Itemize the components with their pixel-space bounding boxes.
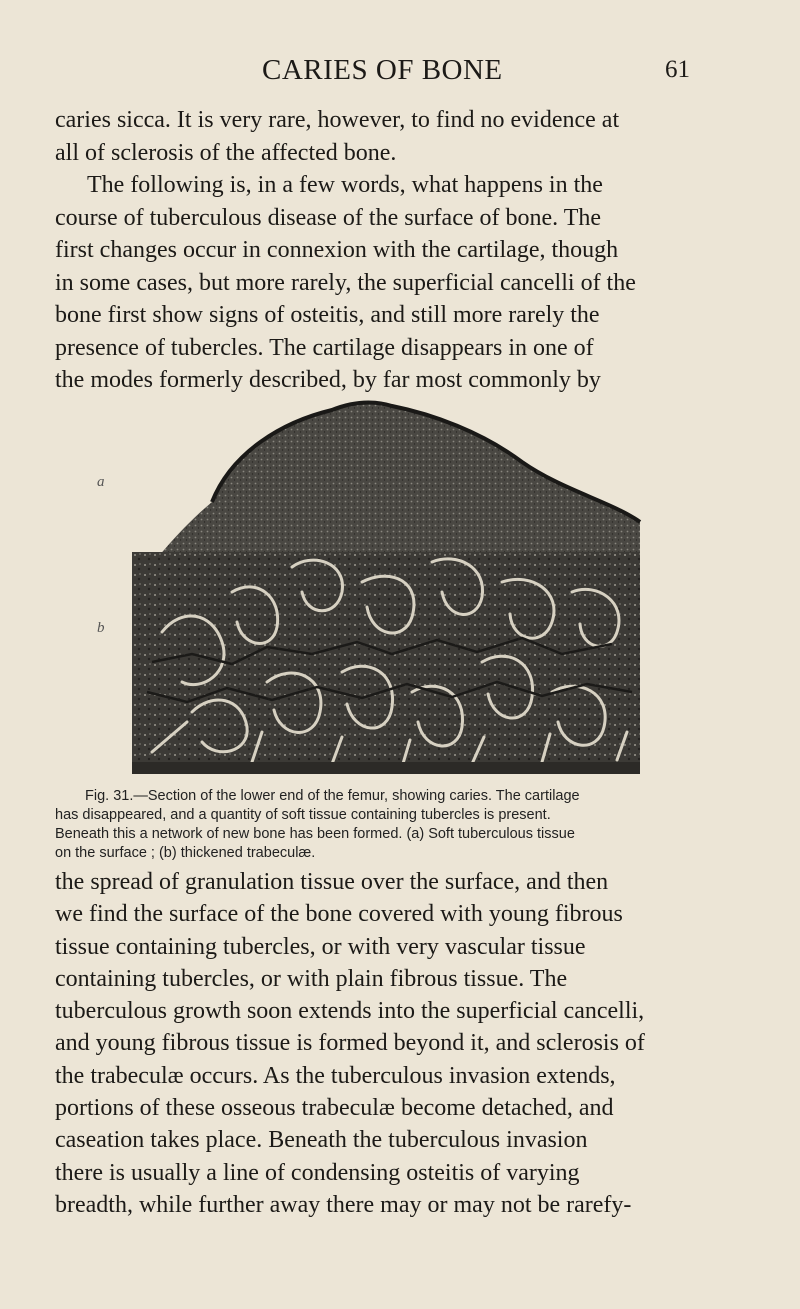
femur-section-figure bbox=[92, 392, 652, 780]
text-line: first changes occur in connexion with the cartilage, though bbox=[55, 237, 619, 263]
body-paragraph-top bbox=[55, 104, 705, 397]
text-line: tuberculous growth soon extends into the superficial cancelli, bbox=[55, 998, 645, 1025]
text-line: in some cases, but more rarely, the superficial cancelli of the bbox=[55, 269, 636, 296]
figure-label-a: a bbox=[97, 474, 105, 490]
text-line: the modes formerly described, by far most commonly by bbox=[55, 367, 601, 393]
body-paragraph-bottom bbox=[55, 866, 705, 1221]
running-head: CARIES OF BONE bbox=[262, 54, 503, 86]
text-line: there is usually a line of condensing osteitis of varying bbox=[55, 1159, 580, 1186]
figure-caption bbox=[55, 787, 705, 863]
text-line: presence of tubercles. The cartilage disappears in one of bbox=[55, 334, 594, 361]
page-number: 61 bbox=[665, 56, 690, 83]
caption-line: has disappeared, and a quantity of soft tissue containing tubercles is present. bbox=[55, 807, 551, 823]
page-header bbox=[0, 54, 800, 94]
text-line: caseation takes place. Beneath the tuberculous invasion bbox=[55, 1127, 588, 1154]
text-line: The following is, in a few words, what happens in the bbox=[87, 172, 603, 198]
text-line: portions of these osseous trabeculæ become detached, and bbox=[55, 1095, 614, 1122]
text-line: course of tuberculous disease of the surface of bone. The bbox=[55, 204, 602, 231]
text-line: caries sicca. It is very rare, however, to find no evidence at bbox=[55, 107, 620, 133]
caption-line: Beneath this a network of new bone has been formed. (a) Soft tuberculous tissue bbox=[55, 826, 575, 842]
text-line: we find the surface of the bone covered with young fibrous bbox=[55, 901, 623, 928]
text-line: the spread of granulation tissue over the surface, and then bbox=[55, 869, 609, 895]
caption-line: on the surface ; (b) thickened trabeculæ. bbox=[55, 845, 316, 861]
figure-label-b: b bbox=[97, 620, 105, 636]
text-line: and young fibrous tissue is formed beyond it, and sclerosis of bbox=[55, 1030, 645, 1057]
bone-section-illustration bbox=[92, 392, 652, 780]
text-line: tissue containing tubercles, or with very vascular tissue bbox=[55, 933, 586, 960]
text-line: bone first show signs of osteitis, and still more rarely the bbox=[55, 302, 600, 328]
text-line: containing tubercles, or with plain fibrous tissue. The bbox=[55, 965, 568, 992]
caption-line: Fig. 31.—Section of the lower end of the femur, showing caries. The cartilage bbox=[85, 788, 580, 804]
text-line: all of sclerosis of the affected bone. bbox=[55, 139, 397, 166]
text-line: breadth, while further away there may or may not be rarefy- bbox=[55, 1191, 632, 1218]
text-line: the trabeculæ occurs. As the tuberculous invasion extends, bbox=[55, 1062, 616, 1089]
